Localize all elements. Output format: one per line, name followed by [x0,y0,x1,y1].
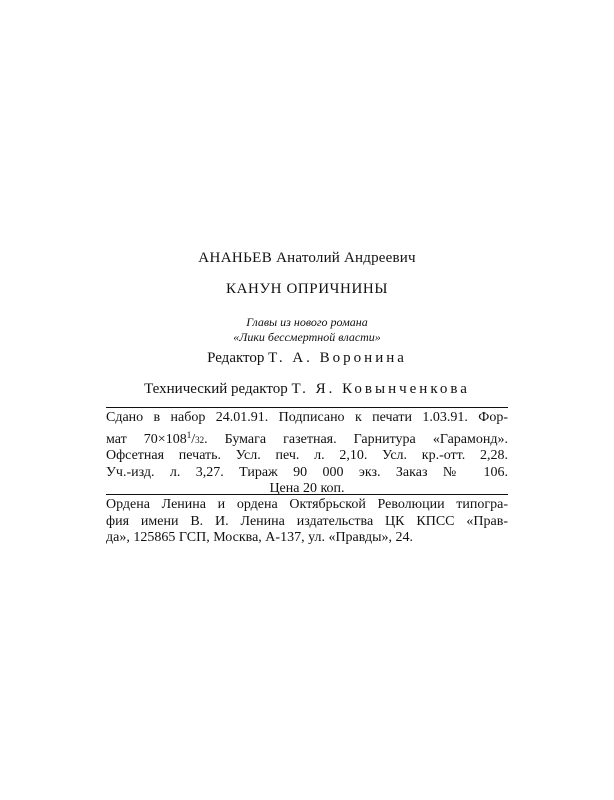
editor-name: Т. А. Воронина [268,350,407,366]
format-fraction-numerator: 1 [186,429,192,440]
technical-editor-line [0,381,614,398]
technical-editor-name: Т. Я. Ковынченкова [291,381,470,397]
imprint-line-3: Офсетная печать. Усл. печ. л. 2,10. Усл. кр.-отт. 2,28. [106,448,508,463]
imprint-line-1: Сдано в набор 24.01.91. Подписано к печати 1.03.91. Фор- [106,410,508,425]
divider-top [106,407,508,408]
subtitle-line-1: Главы из нового романа [246,315,368,329]
technical-editor-label: Технический редактор [144,381,288,397]
author-given-names: Анатолий Андреевич [276,250,416,266]
editor-line [0,350,614,367]
printer-block [106,497,508,547]
editor-label: Редактор [207,350,265,366]
subtitle-line-2: «Лики бессмертной власти» [233,330,381,344]
book-title: КАНУН ОПРИЧНИНЫ [225,281,389,297]
imprint-line-2: мат $70\times 108^1/32$. Бумага газетная. Гарнитура «Гарамонд». [106,429,508,447]
imprint-line-4: Уч.-изд. л. 3,27. Тираж 90 000 экз. Заказ № 106. [106,464,508,480]
divider-bottom [106,494,508,495]
printer-line-1: Ордена Ленина и ордена Октябрьской Революции типогра- [106,497,508,512]
imprint-format-start: мат 70×108 [106,431,187,447]
printer-line-2: фия имени В. И. Ленина издательства ЦК КПСС «Прав- [106,513,508,529]
imprint-price: Цена 20 коп. [269,481,345,496]
imprint-format-end: . Бумага газетная. Гарнитура «Гарамонд». [204,431,508,447]
format-fraction-denominator: 32 [195,434,205,445]
author-line [0,250,614,267]
imprint-block [106,410,508,498]
author-surname: АНАНЬЕВ [198,250,273,266]
printer-line-3: да», 125865 ГСП, Москва, А-137, ул. «Правды», 24. [106,530,414,545]
